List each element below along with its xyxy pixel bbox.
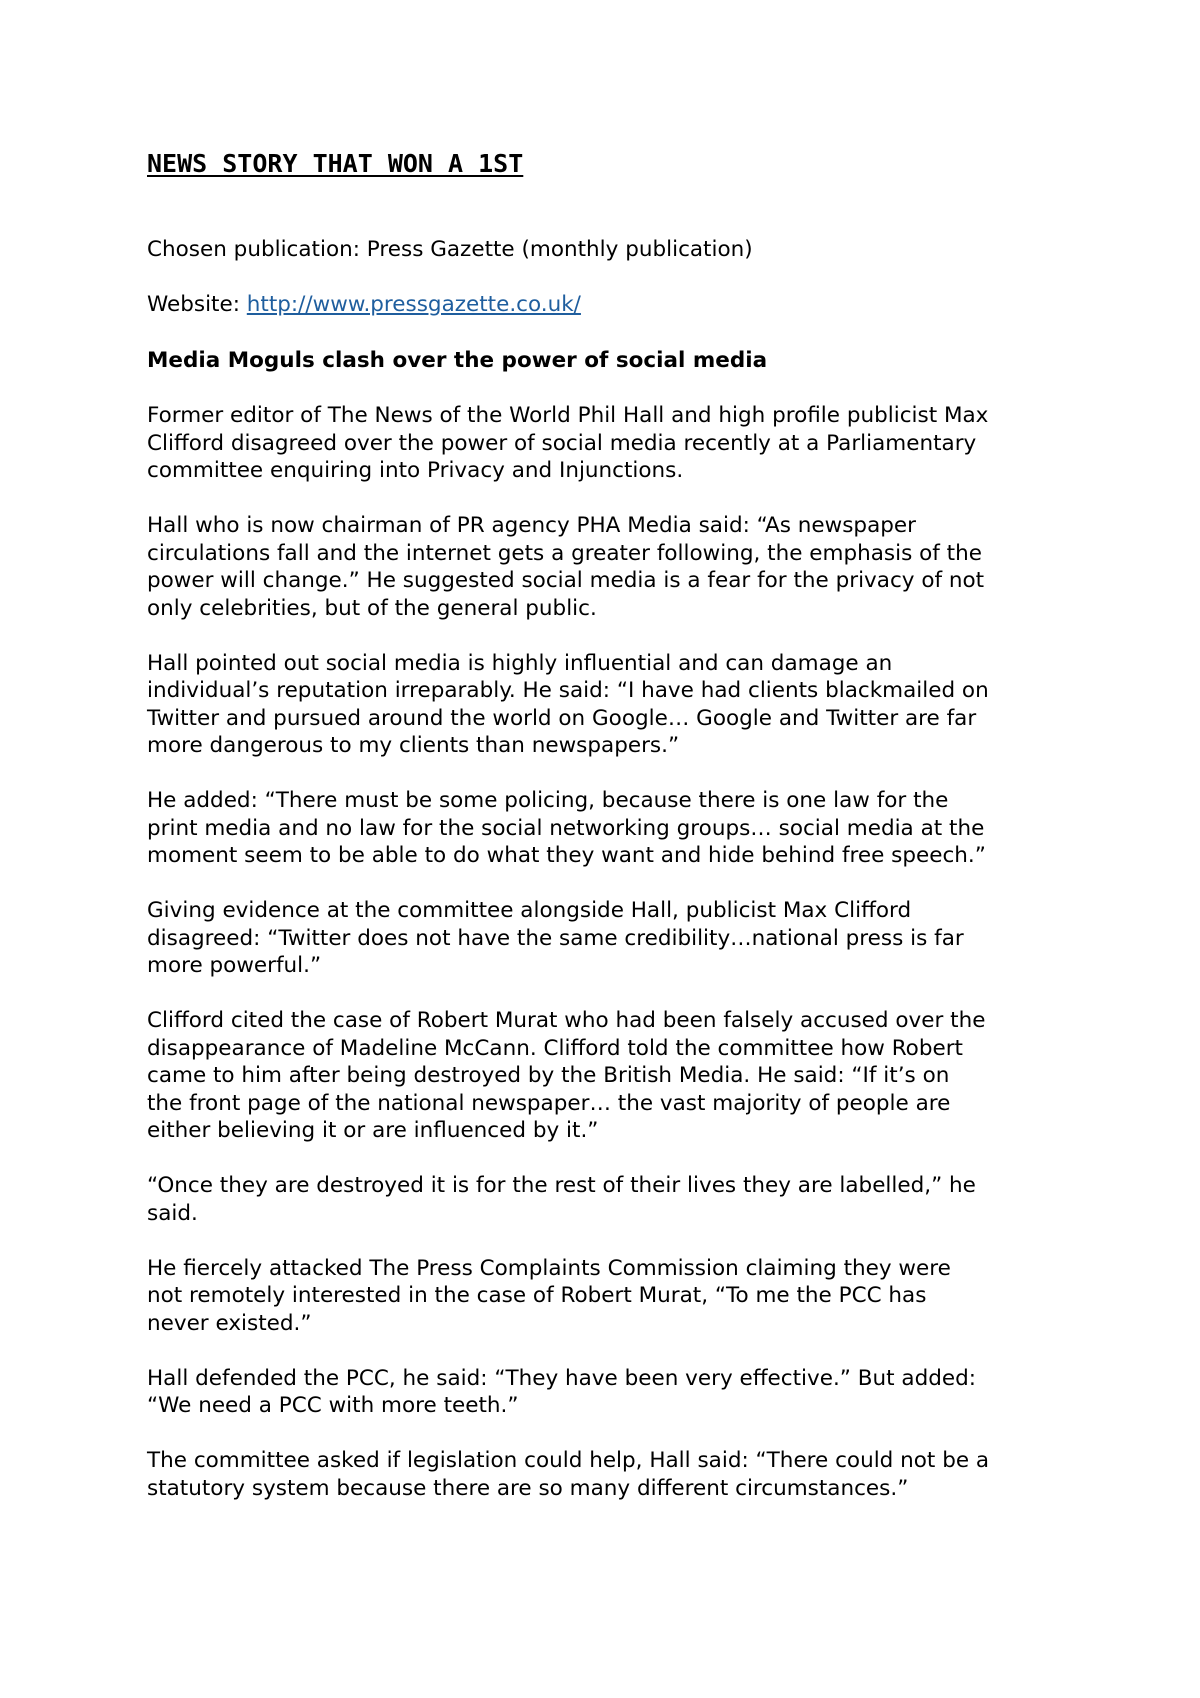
paragraph-line: Clifford cited the case of Robert Murat who had been falsely accused over the: [147, 1008, 986, 1033]
paragraph-line: the front page of the national newspaper… the vast majority of people are: [147, 1090, 951, 1116]
paragraph-line: only celebrities, but of the general public.: [147, 595, 597, 621]
paragraph-line: individual’s reputation irreparably. He said: “I have had clients blackmailed on: [147, 678, 989, 703]
paragraph-1: [147, 402, 1077, 485]
paragraph-line: print media and no law for the social networking groups… social media at the: [147, 815, 985, 841]
paragraph-2: [147, 512, 1077, 622]
paragraph-10: [147, 1447, 1077, 1502]
website-label: Website:: [147, 292, 247, 317]
paragraph-line: Clifford disagreed over the power of social media recently at a Parliamentary: [147, 430, 977, 456]
paragraph-line: either believing it or are influenced by it.”: [147, 1118, 599, 1143]
paragraph-line: Giving evidence at the committee alongside Hall, publicist Max Clifford: [147, 898, 912, 923]
website-link[interactable]: http://www.pressgazette.co.uk/: [246, 292, 581, 317]
paragraph-3: [147, 650, 1077, 760]
paragraph-7: [147, 1172, 1077, 1227]
paragraph-6: [147, 1007, 1077, 1145]
document-title: NEWS STORY THAT WON A 1ST: [147, 149, 524, 178]
paragraph-line: “We need a PCC with more teeth.”: [147, 1393, 519, 1418]
paragraph-line: “Once they are destroyed it is for the rest of their lives they are labelled,” he: [147, 1173, 976, 1198]
paragraph-line: Hall defended the PCC, he said: “They have been very effective.” But added:: [147, 1365, 976, 1391]
paragraph-line: not remotely interested in the case of Robert Murat, “To me the PCC has: [147, 1283, 927, 1308]
paragraph-line: He added: “There must be some policing, because there is one law for the: [147, 788, 949, 813]
paragraph-9: [147, 1365, 1077, 1420]
paragraph-line: Twitter and pursued around the world on Google… Google and Twitter are far: [147, 705, 977, 731]
paragraph-5: [147, 897, 1077, 980]
paragraph-line: disagreed: “Twitter does not have the same credibility…national press is far: [147, 925, 964, 951]
paragraph-line: disappearance of Madeline McCann. Clifford told the committee how Robert: [147, 1035, 963, 1061]
paragraph-line: power will change.” He suggested social media is a fear for the privacy of not: [147, 568, 985, 593]
paragraph-line: circulations fall and the internet gets a greater following, the emphasis of the: [147, 540, 982, 566]
paragraph-line: committee enquiring into Privacy and Injunctions.: [147, 458, 684, 483]
paragraph-line: more powerful.”: [147, 953, 322, 978]
paragraph-line: moment seem to be able to do what they want and hide behind free speech.”: [147, 843, 986, 868]
website-line: [147, 291, 581, 319]
paragraph-4: [147, 787, 1077, 870]
paragraph-line: more dangerous to my clients than newspapers.”: [147, 733, 680, 758]
paragraph-line: never existed.”: [147, 1310, 312, 1336]
paragraph-line: He fiercely attacked The Press Complaints Commission claiming they were: [147, 1255, 951, 1281]
paragraph-line: Hall pointed out social media is highly influential and can damage an: [147, 650, 893, 676]
article-headline: Media Moguls clash over the power of social media: [147, 348, 768, 373]
paragraph-line: Former editor of The News of the World Phil Hall and high profile publicist Max: [147, 403, 989, 428]
article-body: [147, 402, 1077, 1530]
paragraph-8: [147, 1255, 1077, 1338]
publication-line: Chosen publication: Press Gazette (monthly publication): [147, 237, 753, 262]
paragraph-line: Hall who is now chairman of PR agency PHA Media said: “As newspaper: [147, 513, 916, 538]
paragraph-line: The committee asked if legislation could help, Hall said: “There could not be a: [147, 1448, 990, 1473]
paragraph-line: came to him after being destroyed by the British Media. He said: “If it’s on: [147, 1063, 950, 1088]
paragraph-line: statutory system because there are so many different circumstances.”: [147, 1475, 909, 1501]
paragraph-line: said.: [147, 1200, 198, 1226]
